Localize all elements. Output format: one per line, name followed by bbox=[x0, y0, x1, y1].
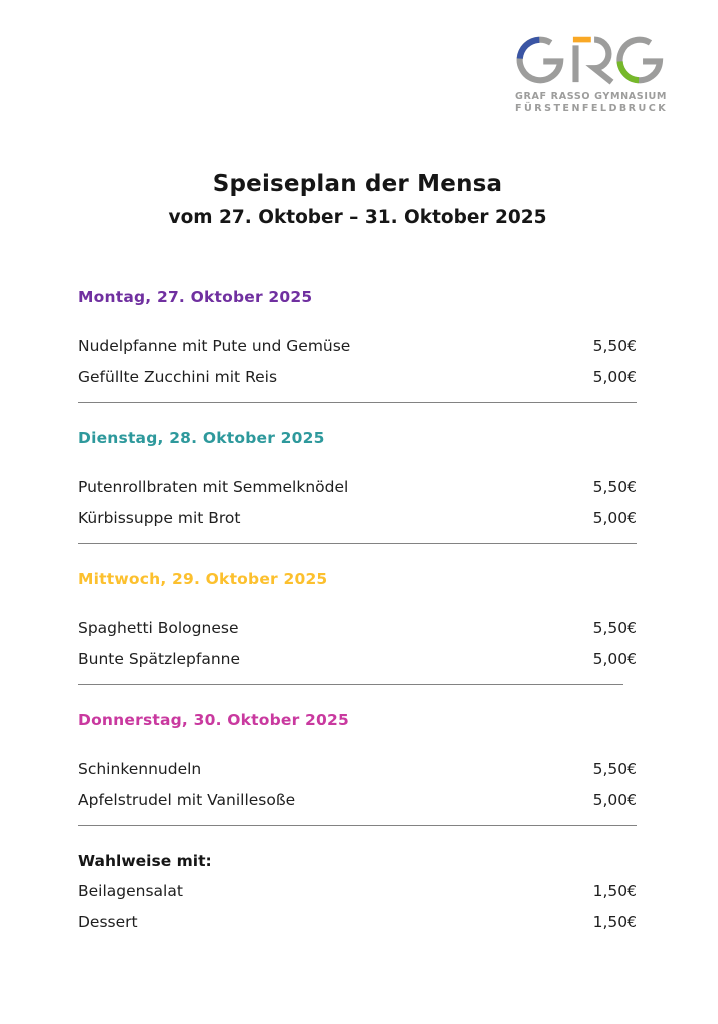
menu-item-row bbox=[78, 876, 637, 907]
dish-price: 5,00€ bbox=[592, 650, 637, 668]
day-heading: Donnerstag, 30. Oktober 2025 bbox=[78, 711, 349, 729]
menu-item-row bbox=[78, 613, 637, 644]
dish-name: Apfelstrudel mit Vanillesoße bbox=[78, 791, 296, 809]
section-divider bbox=[78, 543, 637, 544]
dish-price: 1,50€ bbox=[592, 882, 637, 900]
dish-price: 5,00€ bbox=[592, 368, 637, 386]
dish-price: 5,50€ bbox=[592, 478, 637, 496]
dish-name: Putenrollbraten mit Semmelknödel bbox=[78, 478, 349, 496]
section-divider bbox=[78, 825, 637, 826]
day-heading: Dienstag, 28. Oktober 2025 bbox=[78, 429, 325, 447]
dish-name: Spaghetti Bolognese bbox=[78, 619, 239, 637]
day-section bbox=[78, 711, 637, 826]
page-title: Speiseplan der Mensa bbox=[212, 171, 503, 197]
dish-price: 5,50€ bbox=[592, 619, 637, 637]
dish-price: 5,00€ bbox=[592, 509, 637, 527]
dish-price: 5,00€ bbox=[592, 791, 637, 809]
day-section bbox=[78, 288, 637, 403]
dish-price: 1,50€ bbox=[592, 913, 637, 931]
day-section bbox=[78, 429, 637, 544]
logo-blue-arc bbox=[520, 40, 539, 59]
day-heading: Mittwoch, 29. Oktober 2025 bbox=[78, 570, 328, 588]
dish-name: Schinkennudeln bbox=[78, 760, 202, 778]
grg-logo-icon bbox=[515, 33, 668, 87]
dish-name: Beilagensalat bbox=[78, 882, 183, 900]
menu-item-row bbox=[78, 503, 637, 534]
menu-item-row bbox=[78, 331, 637, 362]
options-section bbox=[78, 852, 637, 938]
options-items bbox=[78, 876, 637, 938]
menu-item-row bbox=[78, 644, 637, 675]
day-heading: Montag, 27. Oktober 2025 bbox=[78, 288, 313, 306]
menu-item-row bbox=[78, 362, 637, 393]
menu-item-row bbox=[78, 785, 637, 816]
options-heading: Wahlweise mit: bbox=[78, 852, 212, 870]
logo-green-arc bbox=[620, 61, 639, 80]
dish-name: Gefüllte Zucchini mit Reis bbox=[78, 368, 278, 386]
dish-price: 5,50€ bbox=[592, 760, 637, 778]
menu-item-row bbox=[78, 472, 637, 503]
dish-name: Bunte Spätzlepfanne bbox=[78, 650, 241, 668]
menu-item-row bbox=[78, 754, 637, 785]
dish-price: 5,50€ bbox=[592, 337, 637, 355]
dish-name: Nudelpfanne mit Pute und Gemüse bbox=[78, 337, 351, 355]
menu-days bbox=[78, 288, 637, 826]
logo-school-city: FÜRSTENFELDBRUCK bbox=[515, 103, 669, 114]
section-divider bbox=[78, 684, 623, 685]
day-section bbox=[78, 570, 637, 685]
dish-name: Dessert bbox=[78, 913, 138, 931]
menu-item-row bbox=[78, 907, 637, 938]
school-logo bbox=[515, 33, 671, 114]
page-subtitle: vom 27. Oktober – 31. Oktober 2025 bbox=[168, 207, 547, 228]
logo-letter-r-bowl bbox=[594, 40, 611, 83]
logo-caption bbox=[515, 91, 671, 114]
logo-school-name: GRAF RASSO GYMNASIUM bbox=[515, 91, 668, 102]
section-divider bbox=[78, 402, 637, 403]
dish-name: Kürbissuppe mit Brot bbox=[78, 509, 241, 527]
